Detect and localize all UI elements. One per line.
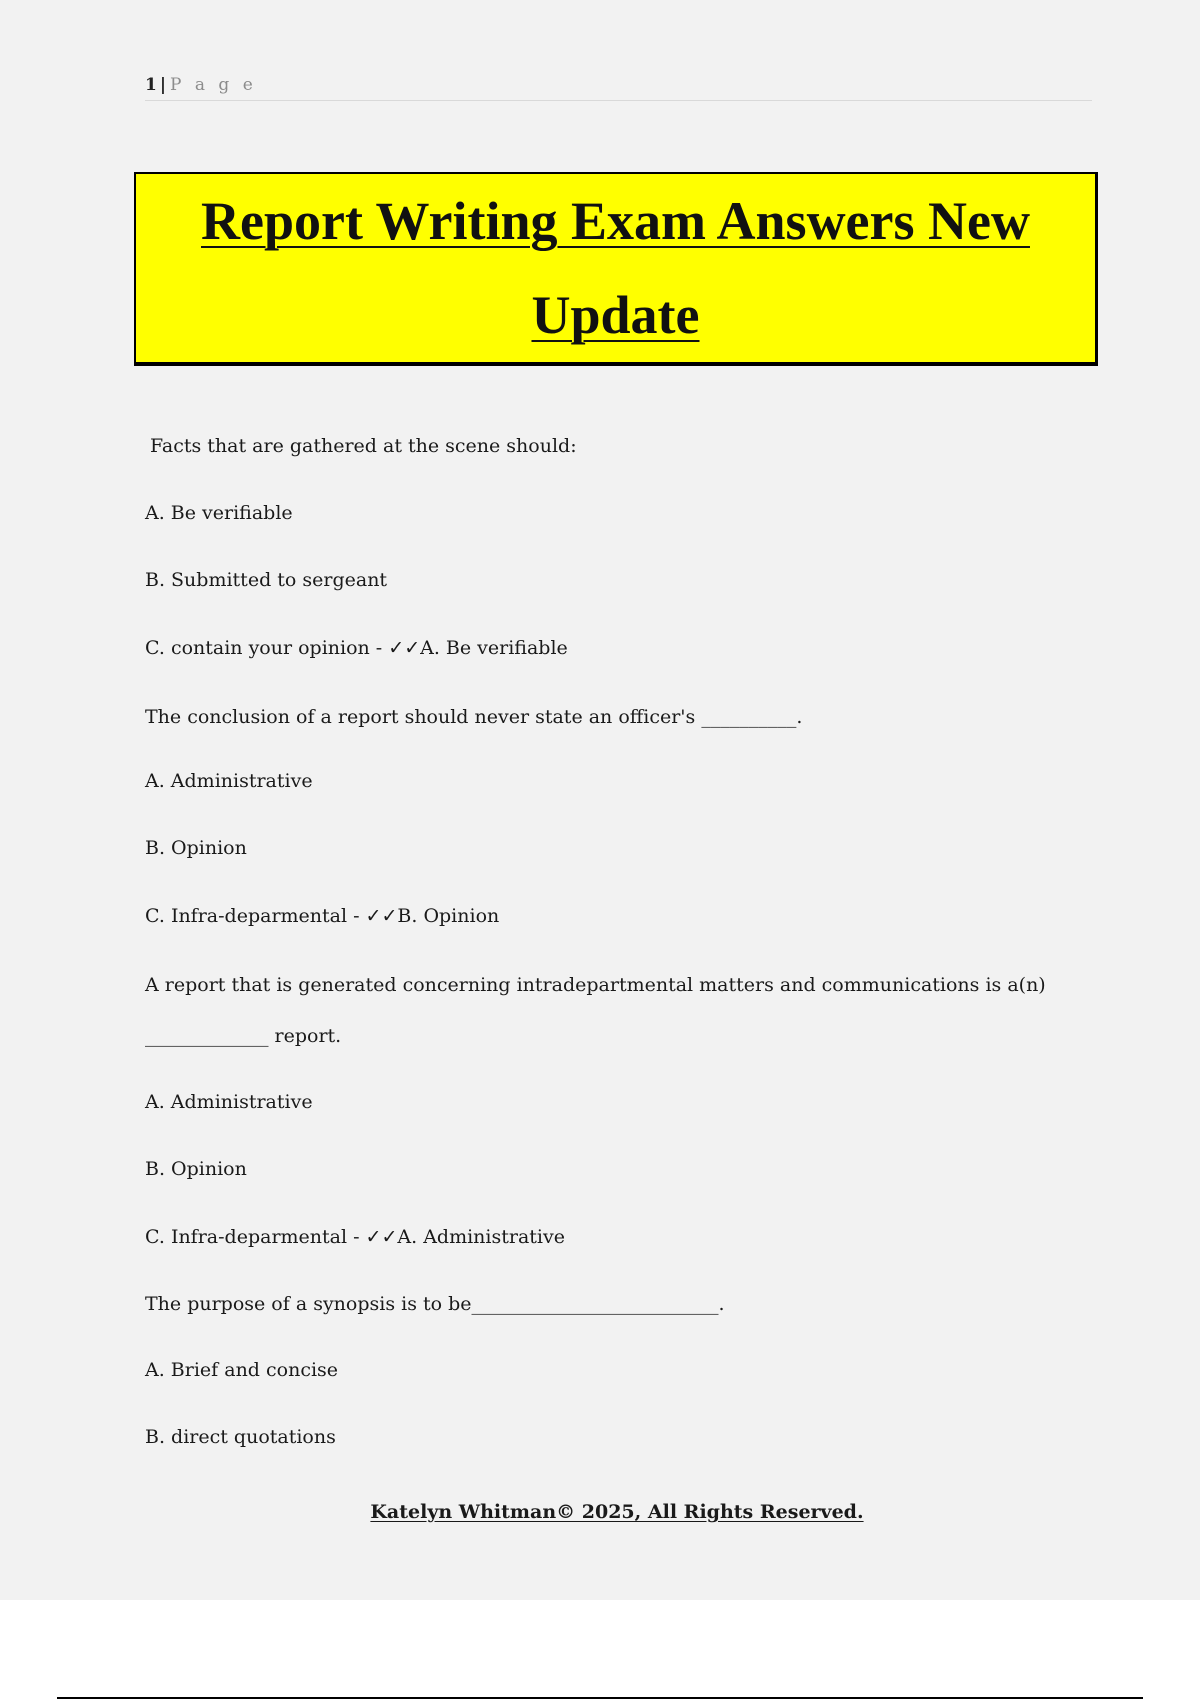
- answer-option-with-key: C. Infra-deparmental - ✓✓A. Administrative: [145, 1226, 565, 1248]
- answer-option: A. Brief and concise: [145, 1359, 339, 1381]
- question-text-continued: _____________ report.: [145, 1025, 342, 1047]
- title-banner: [134, 172, 1098, 366]
- answer-option-with-key: C. contain your opinion - ✓✓A. Be verifiable: [145, 637, 568, 659]
- question-text: The conclusion of a report should never state an officer's __________.: [145, 706, 803, 728]
- page-label: P a g e: [170, 75, 257, 95]
- page-number: 1: [145, 75, 157, 95]
- next-page-rule: [57, 1697, 1143, 1699]
- answer-option: A. Be verifiable: [145, 502, 293, 524]
- question-text: A report that is generated concerning intradepartmental matters and communications is a(n): [145, 974, 1046, 996]
- answer-option: A. Administrative: [145, 770, 313, 792]
- answer-option: B. direct quotations: [145, 1426, 336, 1448]
- document-title: Report Writing Exam Answers New Update: [201, 191, 1030, 345]
- answer-option: B. Opinion: [145, 1158, 247, 1180]
- copyright-footer: Katelyn Whitman© 2025, All Rights Reserved.: [370, 1501, 864, 1523]
- answer-option: B. Submitted to sergeant: [145, 569, 388, 591]
- question-text: The purpose of a synopsis is to be__________________________.: [145, 1293, 725, 1315]
- answer-option: A. Administrative: [145, 1091, 313, 1113]
- question-text: Facts that are gathered at the scene should:: [150, 435, 577, 457]
- answer-option: B. Opinion: [145, 837, 247, 859]
- page-header: [145, 72, 1092, 101]
- answer-option-with-key: C. Infra-deparmental - ✓✓B. Opinion: [145, 905, 500, 927]
- header-separator: |: [159, 75, 167, 95]
